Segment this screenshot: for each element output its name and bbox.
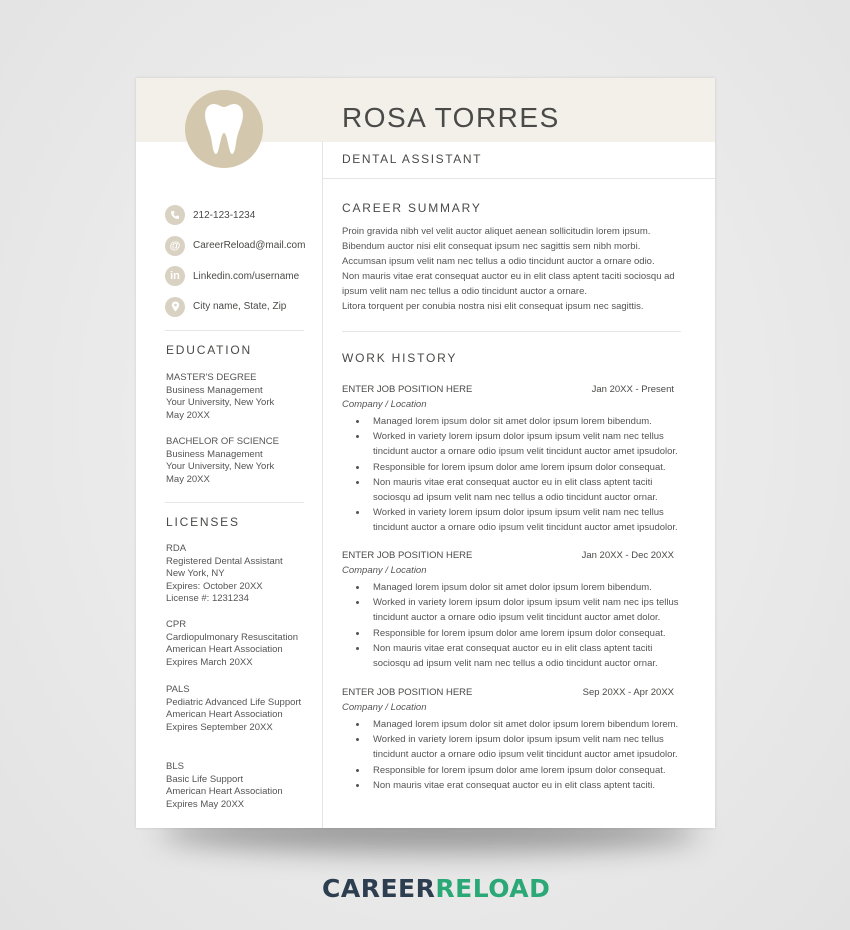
bullet-text: Responsible for lorem ipsum dolor ame lorem ipsum dolor consequat. bbox=[373, 461, 666, 473]
summary-line: Proin gravida nibh vel velit auctor aliquet aenean sollicitudin lorem ipsum. bbox=[342, 226, 651, 237]
bullet-text: sociosqu ad ipsum velit nam nec tellus a odio tincidunt auctor ornar. bbox=[373, 492, 658, 504]
license-number: License #: 1231234 bbox=[166, 593, 249, 605]
education-school: Your University, New York bbox=[166, 461, 275, 473]
logo-text-reload: RELOAD bbox=[435, 874, 551, 903]
work-history-heading: WORK HISTORY bbox=[342, 351, 458, 365]
job-dates: Jan 20XX - Dec 20XX bbox=[581, 550, 674, 561]
job-bullet bbox=[342, 460, 674, 475]
right-divider bbox=[342, 331, 681, 332]
education-item-1 bbox=[166, 372, 274, 422]
tooth-icon bbox=[204, 103, 244, 155]
license-name: Basic Life Support bbox=[166, 773, 244, 785]
candidate-name: ROSA TORRES bbox=[342, 102, 560, 133]
job-entry-2 bbox=[342, 550, 679, 671]
job-dates: Jan 20XX - Present bbox=[591, 384, 674, 395]
job-position: ENTER JOB POSITION HERE bbox=[342, 687, 473, 698]
contact-phone-text: 212-123-1234 bbox=[193, 209, 256, 221]
contact-location bbox=[165, 292, 305, 323]
left-divider-1 bbox=[165, 330, 304, 331]
license-item-pals bbox=[166, 684, 301, 734]
license-name: Registered Dental Assistant bbox=[166, 555, 283, 567]
license-expiry: Expires March 20XX bbox=[166, 656, 253, 668]
job-bullet bbox=[342, 763, 674, 778]
bullet-text: tincidunt auctor a ornare odio ipsum velit tincidunt auctor amet ipsudolor. bbox=[373, 749, 678, 761]
contact-email bbox=[165, 231, 305, 262]
license-issuer: American Heart Association bbox=[166, 644, 283, 656]
job-title-row bbox=[323, 142, 715, 179]
license-item-bls bbox=[166, 761, 283, 811]
education-degree: MASTER'S DEGREE bbox=[166, 372, 257, 383]
job-title: DENTAL ASSISTANT bbox=[342, 152, 483, 166]
column-divider bbox=[322, 142, 323, 828]
job-bullets bbox=[342, 580, 679, 671]
contact-email-text[interactable]: CareerReload@mail.com bbox=[193, 240, 306, 252]
education-date: May 20XX bbox=[166, 473, 210, 485]
job-position: ENTER JOB POSITION HERE bbox=[342, 550, 473, 561]
job-company: Company / Location bbox=[342, 565, 427, 576]
summary-line: Non mauris vitae erat consequat auctor eu in elit class aptent taciti sociosqu ad bbox=[342, 271, 675, 283]
career-summary-heading: CAREER SUMMARY bbox=[342, 201, 482, 215]
bullet-text: Worked in variety lorem ipsum dolor ipsum ipsum velit nam nec tellus bbox=[373, 507, 664, 519]
job-bullets bbox=[342, 414, 678, 536]
license-expiry: Expires: October 20XX bbox=[166, 580, 263, 592]
contact-phone bbox=[165, 200, 305, 231]
job-header bbox=[342, 687, 674, 702]
careerreload-logo bbox=[322, 874, 550, 903]
summary-line: Bibendum auctor nisi elit consequat ipsum nec sagittis sem nibh morbi. bbox=[342, 241, 641, 253]
license-name: Pediatric Advanced Life Support bbox=[166, 696, 302, 708]
bullet-text: tincidunt auctor a ornare odio ipsum velit tincidunt auctor amet ipsudolor. bbox=[373, 522, 678, 534]
job-bullet bbox=[342, 732, 678, 762]
job-bullet bbox=[342, 505, 678, 535]
bullet-text: Managed lorem ipsum dolor sit amet dolor ipsum lorem bibendum. bbox=[373, 582, 652, 593]
bullet-text: tincidunt auctor a ornare odio ipsum velit tincidunt auctor amet dolor. bbox=[373, 612, 661, 624]
license-code: RDA bbox=[166, 543, 187, 554]
job-header bbox=[342, 384, 674, 399]
summary-line: Litora torquent per conubia nostra nisi elit consequat ipsum nec sagittis. bbox=[342, 301, 644, 313]
education-degree: BACHELOR OF SCIENCE bbox=[166, 436, 279, 447]
bullet-text: tincidunt auctor a ornare odio ipsum velit tincidunt auctor amet ipsudolor. bbox=[373, 446, 678, 458]
education-heading: EDUCATION bbox=[166, 343, 252, 357]
job-bullet bbox=[342, 414, 674, 429]
contact-list bbox=[165, 200, 305, 322]
education-school: Your University, New York bbox=[166, 397, 275, 409]
license-expiry: Expires September 20XX bbox=[166, 721, 273, 733]
bullet-text: Non mauris vitae erat consequat auctor eu in elit class aptent taciti. bbox=[373, 779, 655, 791]
contact-linkedin-text[interactable]: Linkedin.com/username bbox=[193, 270, 300, 282]
bullet-text: Worked in variety lorem ipsum dolor ipsum ipsum velit nam nec tellus bbox=[373, 431, 664, 443]
profile-photo-circle bbox=[185, 90, 263, 168]
linkedin-icon: in bbox=[165, 266, 185, 286]
education-date: May 20XX bbox=[166, 409, 210, 421]
license-name: Cardiopulmonary Resuscitation bbox=[166, 631, 299, 643]
licenses-heading: LICENSES bbox=[166, 515, 240, 529]
job-company: Company / Location bbox=[342, 399, 427, 410]
bullet-text: Responsible for lorem ipsum dolor ame lorem ipsum dolor consequat. bbox=[373, 764, 666, 776]
job-header bbox=[342, 550, 674, 565]
education-item-2 bbox=[166, 436, 279, 486]
bullet-text: Non mauris vitae erat consequat auctor eu in elit class aptent taciti bbox=[373, 476, 653, 488]
job-bullet bbox=[342, 595, 679, 625]
contact-linkedin bbox=[165, 261, 305, 292]
license-location: New York, NY bbox=[166, 568, 225, 580]
location-pin-icon bbox=[165, 297, 185, 317]
bullet-text: Responsible for lorem ipsum dolor ame lorem ipsum dolor consequat. bbox=[373, 627, 666, 639]
contact-location-text: City name, State, Zip bbox=[193, 301, 287, 313]
at-icon: @ bbox=[165, 236, 185, 256]
job-company: Company / Location bbox=[342, 702, 427, 713]
license-issuer: American Heart Association bbox=[166, 786, 283, 798]
job-position: ENTER JOB POSITION HERE bbox=[342, 384, 473, 395]
license-expiry: Expires May 20XX bbox=[166, 798, 245, 810]
job-bullet bbox=[342, 778, 674, 793]
education-field: Business Management bbox=[166, 384, 263, 396]
summary-line: ipsum velit nam nec tellus a odio tincidunt auctor a ornare. bbox=[342, 286, 588, 298]
left-divider-2 bbox=[165, 502, 304, 503]
bullet-text: sociosqu ad ipsum velit nam nec tellus a odio tincidunt auctor ornar. bbox=[373, 658, 658, 670]
bullet-text: Managed lorem ipsum dolor sit amet dolor ipsum lorem bibendum lorem. bbox=[373, 719, 679, 730]
bullet-text: Managed lorem ipsum dolor sit amet dolor ipsum lorem bibendum. bbox=[373, 416, 652, 427]
resume-page bbox=[136, 78, 715, 828]
job-entry-3 bbox=[342, 687, 679, 793]
logo-text-career: CAREER bbox=[322, 874, 436, 903]
job-bullet bbox=[342, 429, 678, 459]
job-bullet bbox=[342, 641, 674, 671]
summary-line: Accumsan ipsum velit nam nec tellus a odio tincidunt auctor a ornare odio. bbox=[342, 256, 655, 268]
license-code: PALS bbox=[166, 684, 190, 695]
license-code: BLS bbox=[166, 761, 184, 772]
license-item-cpr bbox=[166, 619, 298, 669]
job-bullets bbox=[342, 717, 679, 793]
phone-icon bbox=[165, 205, 185, 225]
job-bullet bbox=[342, 626, 674, 641]
job-bullet bbox=[342, 580, 674, 595]
license-issuer: American Heart Association bbox=[166, 709, 283, 721]
job-bullet bbox=[342, 475, 674, 505]
job-dates: Sep 20XX - Apr 20XX bbox=[582, 687, 674, 698]
bullet-text: Worked in variety lorem ipsum dolor ipsum ipsum velit nam nec ips tellus bbox=[373, 597, 679, 609]
job-bullet bbox=[342, 717, 679, 732]
education-field: Business Management bbox=[166, 448, 263, 460]
license-code: CPR bbox=[166, 619, 187, 630]
bullet-text: Worked in variety lorem ipsum dolor ipsum ipsum velit nam nec tellus bbox=[373, 734, 664, 746]
career-summary-text bbox=[342, 224, 682, 315]
license-item-rda bbox=[166, 543, 283, 606]
bullet-text: Non mauris vitae erat consequat auctor eu in elit class aptent taciti bbox=[373, 642, 653, 654]
job-entry-1 bbox=[342, 384, 678, 536]
